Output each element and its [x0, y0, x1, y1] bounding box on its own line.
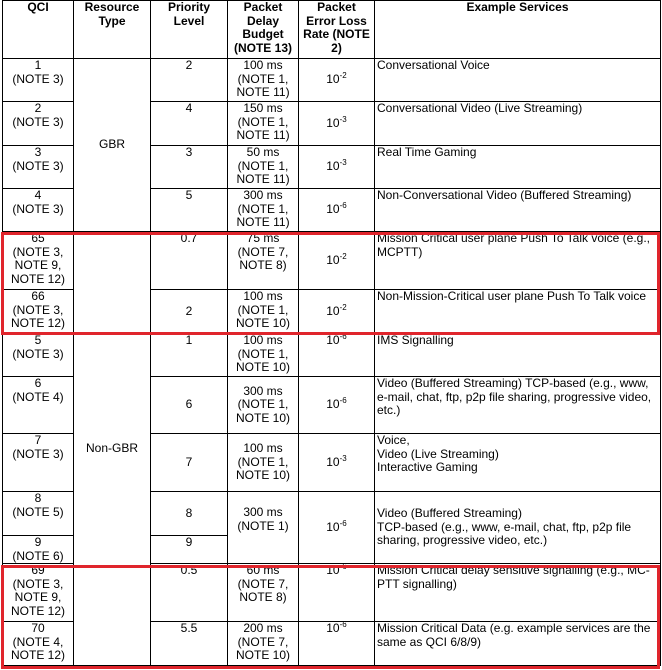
- delay-cell: 60 ms (NOTE 7, NOTE 8): [228, 564, 299, 622]
- delay-cell: 300 ms (NOTE 1, NOTE 10): [228, 377, 299, 434]
- priority-cell: 0.5: [151, 564, 228, 622]
- loss-cell: $10^{-6}$: [299, 189, 375, 232]
- qci-cell: 66 (NOTE 3, NOTE 12): [3, 290, 74, 334]
- qci-cell: 6 (NOTE 4): [3, 377, 74, 434]
- loss-cell: $10^{-6}$: [299, 334, 375, 377]
- qci-cell: 5 (NOTE 3): [3, 334, 74, 377]
- services-cell: Mission Critical user plane Push To Talk voice (e.g., MCPTT): [375, 232, 661, 290]
- header-priority: Priority Level: [151, 1, 228, 59]
- services-cell: Non-Conversational Video (Buffered Streaming): [375, 189, 661, 232]
- qci-cell: 1 (NOTE 3): [3, 59, 74, 102]
- qci-cell: 7 (NOTE 3): [3, 434, 74, 492]
- resource-type-gbr: GBR: [74, 59, 151, 232]
- priority-cell: 0.7: [151, 232, 228, 290]
- services-cell: IMS Signalling: [375, 334, 661, 377]
- services-cell: Voice, Video (Live Streaming) Interactive Gaming: [375, 434, 661, 492]
- priority-cell: 5.5: [151, 622, 228, 666]
- qci-table: [2, 0, 661, 666]
- delay-cell: 100 ms (NOTE 1, NOTE 10): [228, 434, 299, 492]
- delay-cell: 50 ms (NOTE 1, NOTE 11): [228, 146, 299, 189]
- delay-cell: 300 ms (NOTE 1, NOTE 11): [228, 189, 299, 232]
- loss-cell: $10^{-2}$: [299, 232, 375, 290]
- priority-cell: 6: [151, 377, 228, 434]
- qci-cell: 69 (NOTE 3, NOTE 9, NOTE 12): [3, 564, 74, 622]
- delay-cell: 100 ms (NOTE 1, NOTE 10): [228, 334, 299, 377]
- loss-cell: $10^{-2}$: [299, 290, 375, 334]
- priority-cell: 7: [151, 434, 228, 492]
- table-row: [3, 232, 661, 290]
- services-cell: Conversational Voice: [375, 59, 661, 102]
- header-delay: Packet Delay Budget (NOTE 13): [228, 1, 299, 59]
- loss-cell: $10^{-6}$: [299, 377, 375, 434]
- priority-cell: 3: [151, 146, 228, 189]
- services-cell: Mission Critical delay sensitive signalling (e.g., MC-PTT signalling): [375, 564, 661, 622]
- priority-cell: 2: [151, 59, 228, 102]
- services-cell: Mission Critical Data (e.g. example services are the same as QCI 6/8/9): [375, 622, 661, 666]
- qci-cell: 9 (NOTE 6): [3, 536, 74, 564]
- loss-cell: $10^{-6}$: [299, 564, 375, 622]
- header-services: Example Services: [375, 1, 661, 59]
- qci-cell: 8 (NOTE 5): [3, 492, 74, 536]
- header-resource-type: Resource Type: [74, 1, 151, 59]
- priority-cell: 9: [151, 536, 228, 564]
- services-cell: Real Time Gaming: [375, 146, 661, 189]
- loss-cell: $10^{-6}$: [299, 492, 375, 564]
- qci-cell: 3 (NOTE 3): [3, 146, 74, 189]
- loss-cell: $10^{-3}$: [299, 102, 375, 146]
- delay-cell: 300 ms (NOTE 1): [228, 492, 299, 564]
- priority-cell: 2: [151, 290, 228, 334]
- loss-cell: $10^{-2}$: [299, 59, 375, 102]
- resource-type-non-gbr: Non-GBR: [74, 232, 151, 666]
- priority-cell: 1: [151, 334, 228, 377]
- priority-cell: 8: [151, 492, 228, 536]
- header-qci: QCI: [3, 1, 74, 59]
- loss-cell: $10^{-6}$: [299, 622, 375, 666]
- services-cell: Video (Buffered Streaming) TCP-based (e.g., www, e-mail, chat, ftp, p2p file sharing, progressive video, etc.): [375, 377, 661, 434]
- priority-cell: 5: [151, 189, 228, 232]
- header-row: [3, 1, 661, 59]
- table-row: [3, 59, 661, 102]
- delay-cell: 100 ms (NOTE 1, NOTE 10): [228, 290, 299, 334]
- delay-cell: 100 ms (NOTE 1, NOTE 11): [228, 59, 299, 102]
- delay-cell: 150 ms (NOTE 1, NOTE 11): [228, 102, 299, 146]
- header-loss: Packet Error Loss Rate (NOTE 2): [299, 1, 375, 59]
- loss-cell: $10^{-3}$: [299, 434, 375, 492]
- services-cell: Video (Buffered Streaming) TCP-based (e.g., www, e-mail, chat, ftp, p2p file sharing, progressive video, etc.): [375, 492, 661, 564]
- qci-cell: 70 (NOTE 4, NOTE 12): [3, 622, 74, 666]
- qci-cell: 4 (NOTE 3): [3, 189, 74, 232]
- services-cell: Non-Mission-Critical user plane Push To Talk voice: [375, 290, 661, 334]
- services-cell: Conversational Video (Live Streaming): [375, 102, 661, 146]
- qci-cell: 2 (NOTE 3): [3, 102, 74, 146]
- qci-cell: 65 (NOTE 3, NOTE 9, NOTE 12): [3, 232, 74, 290]
- priority-cell: 4: [151, 102, 228, 146]
- loss-cell: $10^{-3}$: [299, 146, 375, 189]
- delay-cell: 75 ms (NOTE 7, NOTE 8): [228, 232, 299, 290]
- delay-cell: 200 ms (NOTE 7, NOTE 10): [228, 622, 299, 666]
